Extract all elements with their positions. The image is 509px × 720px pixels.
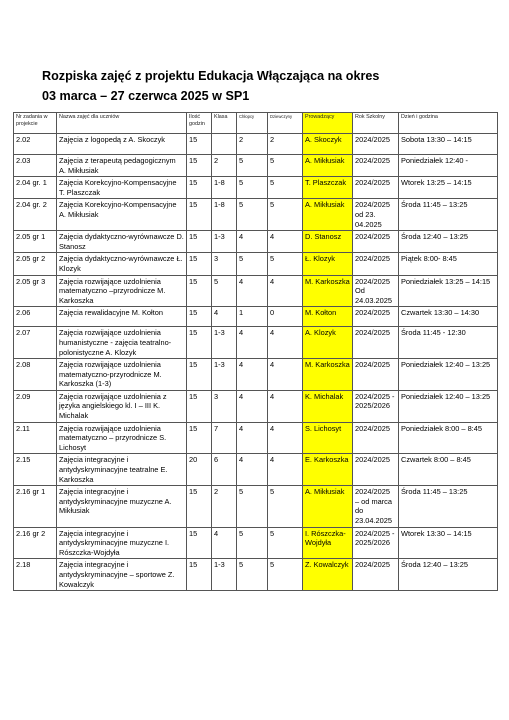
cell-hours: 15 <box>187 155 212 177</box>
header-grade: Klasa <box>212 113 237 134</box>
header-name: Nazwa zajęć dla uczniów <box>57 113 187 134</box>
header-hours: Ilość godzin <box>187 113 212 134</box>
header-day: Dzień i godzina <box>399 113 498 134</box>
cell-leader: A. Skoczyk <box>303 134 353 155</box>
header-nr: Nr zadania w projekcie <box>14 113 57 134</box>
cell-name: Zajęcia dydaktyczno-wyrównawcze D. Stanosz <box>57 231 187 253</box>
cell-boys: 4 <box>237 422 268 454</box>
cell-day: Poniedziałek 13:25 – 14:15 <box>399 275 498 307</box>
cell-hours: 15 <box>187 307 212 327</box>
cell-grade: 5 <box>212 275 237 307</box>
table-row <box>14 559 498 591</box>
cell-leader: A. Klozyk <box>303 327 353 359</box>
cell-name: Zajęcia integracyjne i antydyskryminacyjne muzyczne A. Mikłusiak <box>57 486 187 527</box>
cell-leader: S. Lichosyt <box>303 422 353 454</box>
cell-grade: 1-3 <box>212 231 237 253</box>
cell-leader: A. Mikłusiak <box>303 155 353 177</box>
cell-day: Środa 12:40 – 13:25 <box>399 559 498 591</box>
cell-boys: 5 <box>237 527 268 559</box>
cell-day: Poniedziałek 12:40 – 13:25 <box>399 390 498 422</box>
cell-hours: 15 <box>187 527 212 559</box>
cell-nr: 2.15 <box>14 454 57 486</box>
cell-name: Zajęcia rewalidacyjne M. Kołton <box>57 307 187 327</box>
table-row <box>14 486 498 527</box>
cell-girls: 5 <box>268 155 303 177</box>
table-row <box>14 454 498 486</box>
cell-leader: M. Karkoszka <box>303 359 353 391</box>
cell-grade: 1-8 <box>212 199 237 231</box>
cell-year: 2024/2025 <box>353 359 399 391</box>
cell-boys: 1 <box>237 307 268 327</box>
cell-grade: 1-3 <box>212 327 237 359</box>
cell-grade: 3 <box>212 390 237 422</box>
cell-nr: 2.04 gr. 2 <box>14 199 57 231</box>
cell-year: 2024/2025 <box>353 327 399 359</box>
cell-hours: 15 <box>187 559 212 591</box>
cell-year: 2024/2025 - 2025/2026 <box>353 390 399 422</box>
table-row <box>14 307 498 327</box>
cell-nr: 2.16 gr 1 <box>14 486 57 527</box>
cell-year: 2024/2025 <box>353 134 399 155</box>
cell-day: Poniedziałek 12:40 – 13:25 <box>399 359 498 391</box>
cell-nr: 2.07 <box>14 327 57 359</box>
cell-girls: 0 <box>268 307 303 327</box>
cell-year: 2024/2025 <box>353 177 399 199</box>
table-row <box>14 134 498 155</box>
cell-year: 2024/2025 <box>353 307 399 327</box>
cell-hours: 15 <box>187 390 212 422</box>
table-row <box>14 177 498 199</box>
cell-leader: Z. Kowalczyk <box>303 559 353 591</box>
cell-day: Poniedziałek 12:40 - <box>399 155 498 177</box>
cell-girls: 4 <box>268 275 303 307</box>
table-row <box>14 275 498 307</box>
cell-day: Środa 12:40 – 13:25 <box>399 231 498 253</box>
cell-year: 2024/2025 Od 24.03.2025 <box>353 275 399 307</box>
table-row <box>14 231 498 253</box>
cell-name: Zajęcia integracyjne i antydyskryminacyjne muzyczne I. Rószczka-Wojdyła <box>57 527 187 559</box>
header-boys: Chłopcy <box>237 113 268 134</box>
cell-hours: 20 <box>187 454 212 486</box>
cell-grade: 1-3 <box>212 359 237 391</box>
cell-nr: 2.11 <box>14 422 57 454</box>
cell-name: Zajęcia z terapeutą pedagogicznym A. Mikłusiak <box>57 155 187 177</box>
cell-hours: 15 <box>187 134 212 155</box>
cell-name: Zajęcia dydaktyczno-wyrównawcze Ł. Klozyk <box>57 253 187 275</box>
cell-girls: 5 <box>268 177 303 199</box>
cell-grade: 1-3 <box>212 559 237 591</box>
cell-girls: 4 <box>268 327 303 359</box>
cell-boys: 5 <box>237 486 268 527</box>
cell-boys: 4 <box>237 454 268 486</box>
cell-name: Zajęcia Korekcyjno-Kompensacyjne A. Mikłusiak <box>57 199 187 231</box>
cell-hours: 15 <box>187 327 212 359</box>
cell-day: Piątek 8:00- 8:45 <box>399 253 498 275</box>
cell-year: 2024/2025 <box>353 422 399 454</box>
table-row <box>14 422 498 454</box>
cell-name: Zajęcia z logopedą z A. Skoczyk <box>57 134 187 155</box>
cell-name: Zajęcia rozwijające uzdolnienia z języka angielskiego kl. I – III K. Michalak <box>57 390 187 422</box>
cell-day: Środa 11:45 – 13:25 <box>399 199 498 231</box>
cell-hours: 15 <box>187 177 212 199</box>
cell-year: 2024/2025 - 2025/2026 <box>353 527 399 559</box>
table-row <box>14 390 498 422</box>
cell-nr: 2.03 <box>14 155 57 177</box>
header-girls: Dziewczyny <box>268 113 303 134</box>
table-row <box>14 527 498 559</box>
cell-day: Sobota 13:30 – 14:15 <box>399 134 498 155</box>
cell-boys: 5 <box>237 177 268 199</box>
cell-hours: 15 <box>187 486 212 527</box>
cell-boys: 5 <box>237 199 268 231</box>
cell-day: Czwartek 8:00 – 8:45 <box>399 454 498 486</box>
cell-nr: 2.04 gr. 1 <box>14 177 57 199</box>
cell-nr: 2.08 <box>14 359 57 391</box>
cell-girls: 5 <box>268 253 303 275</box>
cell-boys: 5 <box>237 253 268 275</box>
cell-girls: 4 <box>268 422 303 454</box>
cell-boys: 2 <box>237 134 268 155</box>
cell-name: Zajęcia rozwijające uzdolnienia humanistyczne - zajęcia teatralno-polonistyczne A. Klozyk <box>57 327 187 359</box>
cell-grade: 1-8 <box>212 177 237 199</box>
cell-leader: I. Rószczka-Wojdyła <box>303 527 353 559</box>
page-title-line-2: 03 marca – 27 czerwca 2025 w SP1 <box>42 89 250 103</box>
cell-leader: Ł. Klozyk <box>303 253 353 275</box>
cell-name: Zajęcia rozwijające uzdolnienia matematyczno –przyrodnicze M. Karkoszka <box>57 275 187 307</box>
cell-leader: K. Michalak <box>303 390 353 422</box>
cell-name: Zajęcia rozwijające uzdolnienia matematyczno-przyrodnicze M. Karkoszka (1-3) <box>57 359 187 391</box>
cell-year: 2024/2025 <box>353 559 399 591</box>
cell-girls: 5 <box>268 527 303 559</box>
cell-name: Zajęcia Korekcyjno-Kompensacyjne T. Plaszczak <box>57 177 187 199</box>
cell-leader: T. Plaszczak <box>303 177 353 199</box>
cell-name: Zajęcia integracyjne i antydyskryminacyjne teatralne E. Karkoszka <box>57 454 187 486</box>
cell-boys: 4 <box>237 231 268 253</box>
cell-grade: 2 <box>212 155 237 177</box>
cell-grade: 4 <box>212 307 237 327</box>
cell-leader: A. Mikłusiak <box>303 486 353 527</box>
cell-name: Zajęcia integracyjne i antydyskryminacyjne – sportowe Z. Kowalczyk <box>57 559 187 591</box>
cell-grade: 6 <box>212 454 237 486</box>
cell-leader: E. Karkoszka <box>303 454 353 486</box>
table-row <box>14 253 498 275</box>
cell-year: 2024/2025 <box>353 454 399 486</box>
cell-girls: 5 <box>268 199 303 231</box>
cell-nr: 2.02 <box>14 134 57 155</box>
cell-grade <box>212 134 237 155</box>
cell-grade: 4 <box>212 527 237 559</box>
cell-day: Środa 11:45 - 12:30 <box>399 327 498 359</box>
cell-year: 2024/2025 <box>353 155 399 177</box>
cell-day: Wtorek 13:30 – 14:15 <box>399 527 498 559</box>
cell-leader: M. Kołton <box>303 307 353 327</box>
cell-girls: 5 <box>268 486 303 527</box>
cell-girls: 4 <box>268 454 303 486</box>
cell-year: 2024/2025 od 23. 04.2025 <box>353 199 399 231</box>
cell-day: Czwartek 13:30 – 14:30 <box>399 307 498 327</box>
cell-hours: 15 <box>187 199 212 231</box>
cell-boys: 4 <box>237 327 268 359</box>
cell-boys: 4 <box>237 390 268 422</box>
cell-girls: 2 <box>268 134 303 155</box>
cell-boys: 5 <box>237 559 268 591</box>
cell-name: Zajęcia rozwijające uzdolnienia matematyczno – przyrodnicze S. Lichosyt <box>57 422 187 454</box>
cell-boys: 4 <box>237 275 268 307</box>
page-title-line-1: Rozpiska zajęć z projektu Edukacja Włączająca na okres <box>42 69 380 83</box>
cell-boys: 4 <box>237 359 268 391</box>
cell-leader: D. Stanosz <box>303 231 353 253</box>
header-leader: Prowadzący <box>303 113 353 134</box>
table-row <box>14 327 498 359</box>
schedule-table <box>13 112 498 591</box>
cell-girls: 4 <box>268 390 303 422</box>
cell-nr: 2.05 gr 2 <box>14 253 57 275</box>
cell-nr: 2.05 gr 1 <box>14 231 57 253</box>
cell-nr: 2.16 gr 2 <box>14 527 57 559</box>
header-row <box>14 113 498 134</box>
cell-year: 2024/2025 <box>353 253 399 275</box>
cell-boys: 5 <box>237 155 268 177</box>
cell-day: Wtorek 13:25 – 14:15 <box>399 177 498 199</box>
table-row <box>14 155 498 177</box>
cell-year: 2024/2025 – od marca do 23.04.2025 <box>353 486 399 527</box>
cell-girls: 5 <box>268 559 303 591</box>
table-row <box>14 199 498 231</box>
cell-nr: 2.06 <box>14 307 57 327</box>
cell-grade: 3 <box>212 253 237 275</box>
cell-girls: 4 <box>268 231 303 253</box>
cell-nr: 2.05 gr 3 <box>14 275 57 307</box>
cell-day: Poniedziałek 8:00 – 8:45 <box>399 422 498 454</box>
cell-nr: 2.09 <box>14 390 57 422</box>
cell-hours: 15 <box>187 275 212 307</box>
table-row <box>14 359 498 391</box>
cell-hours: 15 <box>187 359 212 391</box>
cell-leader: A. Mikłusiak <box>303 199 353 231</box>
cell-hours: 15 <box>187 253 212 275</box>
cell-grade: 2 <box>212 486 237 527</box>
header-year: Rok Szkolny <box>353 113 399 134</box>
cell-grade: 7 <box>212 422 237 454</box>
cell-hours: 15 <box>187 231 212 253</box>
cell-hours: 15 <box>187 422 212 454</box>
cell-leader: M. Karkoszka <box>303 275 353 307</box>
cell-year: 2024/2025 <box>353 231 399 253</box>
cell-nr: 2.18 <box>14 559 57 591</box>
cell-girls: 4 <box>268 359 303 391</box>
cell-day: Środa 11:45 – 13:25 <box>399 486 498 527</box>
